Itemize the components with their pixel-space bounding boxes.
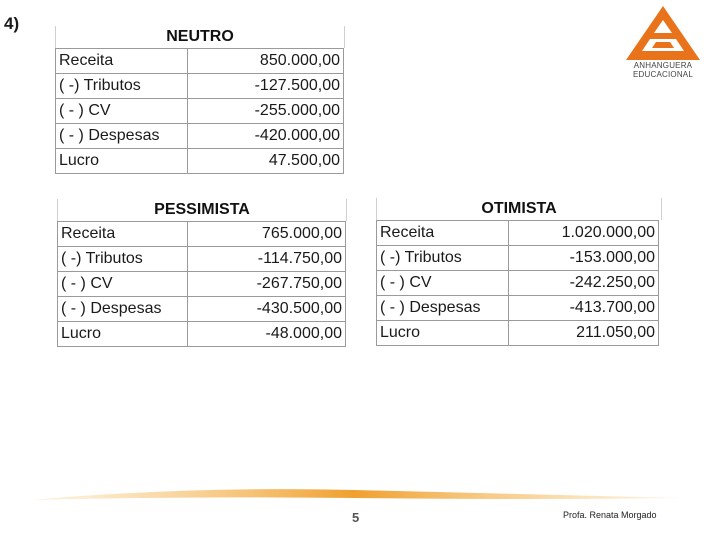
table-row: [58, 247, 346, 272]
table-row: [58, 297, 346, 322]
table-row: [56, 99, 344, 124]
row-label: ( - ) Despesas: [58, 297, 188, 322]
scenario-table: [55, 48, 344, 174]
row-label: Lucro: [56, 149, 188, 174]
row-value: -153.000,00: [509, 246, 659, 271]
table-title: NEUTRO: [166, 28, 234, 45]
logo-text-line2: EDUCACIONAL: [633, 70, 693, 79]
row-value: 850.000,00: [188, 49, 344, 74]
row-value: -420.000,00: [188, 124, 344, 149]
triangle-logo-icon: [626, 6, 700, 60]
row-label: ( - ) CV: [56, 99, 188, 124]
row-value: 765.000,00: [188, 222, 346, 247]
row-label: ( -) Tributos: [58, 247, 188, 272]
footer-swoosh: [30, 484, 680, 506]
table-row: [377, 246, 659, 271]
table-row: [58, 222, 346, 247]
row-value: -127.500,00: [188, 74, 344, 99]
table-row: [58, 272, 346, 297]
row-label: ( - ) CV: [377, 271, 509, 296]
table-title: PESSIMISTA: [154, 201, 250, 218]
anhanguera-logo: [626, 6, 700, 82]
row-value: -255.000,00: [188, 99, 344, 124]
row-value: 211.050,00: [509, 321, 659, 346]
row-label: ( - ) Despesas: [377, 296, 509, 321]
logo-text-line1: ANHANGUERA: [633, 61, 693, 70]
table-otimista: [376, 198, 662, 352]
row-value: -267.750,00: [188, 272, 346, 297]
author-credit: Profa. Renata Morgado: [563, 510, 657, 520]
row-value: 1.020.000,00: [509, 221, 659, 246]
row-value: -242.250,00: [509, 271, 659, 296]
table-row: [56, 49, 344, 74]
scenario-table: [376, 220, 659, 346]
row-value: 47.500,00: [188, 149, 344, 174]
scenario-table: [57, 221, 346, 347]
row-value: -430.500,00: [188, 297, 346, 322]
table-row: [56, 149, 344, 174]
page-number: 5: [352, 510, 360, 525]
row-label: Receita: [56, 49, 188, 74]
row-label: Receita: [377, 221, 509, 246]
table-row: [56, 124, 344, 149]
table-row: [377, 321, 659, 346]
row-value: -48.000,00: [188, 322, 346, 347]
table-row: [377, 296, 659, 321]
table-title: OTIMISTA: [481, 200, 557, 217]
row-label: Lucro: [377, 321, 509, 346]
row-label: ( -) Tributos: [377, 246, 509, 271]
row-label: ( - ) Despesas: [56, 124, 188, 149]
row-label: ( -) Tributos: [56, 74, 188, 99]
table-neutro: [55, 26, 345, 186]
table-row: [377, 221, 659, 246]
row-label: Receita: [58, 222, 188, 247]
table-row: [56, 74, 344, 99]
table-row: [377, 271, 659, 296]
table-pessimista: [57, 199, 347, 353]
row-label: Lucro: [58, 322, 188, 347]
row-label: ( - ) CV: [58, 272, 188, 297]
slide-label: 4): [4, 14, 20, 33]
row-value: -413.700,00: [509, 296, 659, 321]
row-value: -114.750,00: [188, 247, 346, 272]
table-row: [58, 322, 346, 347]
